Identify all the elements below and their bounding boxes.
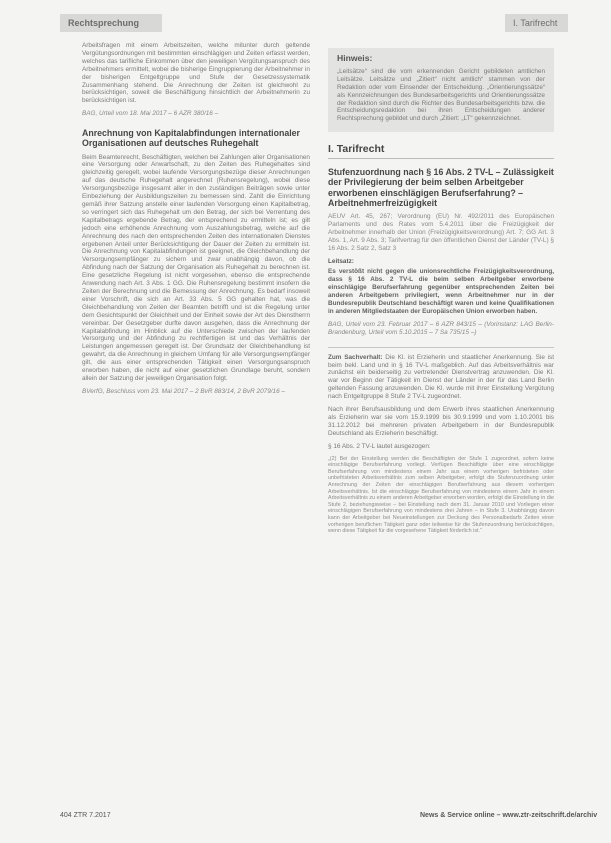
paragraph: Nach ihrer Berufsausbildung und dem Erwerb ihres staatlichen Anerkennung als Erzieherin war sie vom 15.9.1999 bis 30.9.1999 und vom 1.10.2001 bis 31.12.2012 bei mehreren privaten Arbeitgebern in der Bundesrepublik Deutschland als Erzieherin beschäftigt.: [328, 406, 554, 437]
section-title: I. Tarifrecht: [328, 146, 554, 159]
footer-page-info: 404 ZTR 7.2017: [60, 812, 111, 819]
paragraph: Beim Beamtenrecht, Beschäftigten, welchen bei Zahlungen aller Organisationen eine Versorgung oder Anwartschaft, zu den Zeiten des Ruhegehaltes sind gleichzeitig geregelt, wobei laufende Versorgungsbezüge dieser Anrechnungen auf das deutsche Ruhegehalt angerechnet (Ruhensregelung), wobei diese Versorgungsbezüge insgesamt aller in den zuständigen Beiträgen sowie unter Einbeziehung der Ausbildungszeiten zu bemessen sind. Zahlt die Einrichtung gemäß ihrer Satzung anstelle einer laufenden Versorgung einen Kapitalbetrag, so verringert sich das Ruhegehalt um den Betrag, der sich bei Verrentung des Kapitalbetrags ergebende Betrag, der entsprechend zu ermitteln ist; es gilt jedoch eine erhöhende Anrechnung vom Auszahlungsbetrag, welche auf die Anrechnung des nach den entsprechenden Zeiten des internationalen Dienstes ergebenen Anteil unter Berücksichtigung der Dauer der Zeiten zu ermitteln ist. Die Anrechnung von Kapitalabfindungen ist geeignet, die Gleichbehandlung der Versorgungsempfänger zu sichern und zwar unabhängig davon, ob die Abfindung nach der Satzung der Organisation als Ruhegehalt zu berechnen ist. Eine gesetzliche Regelung ist nicht vorgesehen, ebenso die entsprechende Anwendung nach Art. 3 Abs. 1 GG. Die Ruhensregelung bestimmt insofern die Zeiten der Berechnung und die Bemessung der Anrechnung. Es bedarf insoweit einer Vorschrift, die sich an Art. 33 Abs. 5 GG gehalten hat, was die Gleichbehandlung von Zeiten der Beamten betrifft und ist die Regelung unter dem Gesichtspunkt der Gleichheit und der Einheit sowie der Art des Dienstherrn vereinbar. Der Gesetzgeber durfte davon ausgehen, dass die Anrechnung der Kapitalabfindung im Hinblick auf die Unterschiede zwischen der laufenden Versorgung und der Abfindung zu rechtfertigen ist und das Verhältnis der Leistungen angemessen geregelt ist. Der Grundsatz der Gleichbehandlung ist gewahrt, da die Anrechnung in gleichem Umfang für alle Versorgungsempfänger gilt, die aus einer entsprechenden Tätigkeit einen Versorgungsanspruch erworben haben, die nicht auf einer gesetzlichen Grundlage beruht, sondern allein der Satzung der jeweiligen Organisation folgt.: [82, 153, 310, 382]
section-header-left: Rechtsprechung: [60, 14, 162, 32]
notice-text: „Leitsätze“ sind die vom erkennenden Gericht gebildeten amtlichen Leitsätze. Leitsätze und „Zitiert“ nicht amtlich“ stammen von der Redaktion oder vom Einsender der Entscheidung. „Orientierungssätze“ als Kennzeichnungen des Bundesarbeitsgerichts und Orientierungssätze der Redaktion sind durch die Richter des Bundesarbeitsgerichts bzw. die Entscheidungsredaktion bei ihren Entscheidungen anderer Rechtsprechung gebildet und durch „Zitiert: „LT“ gekennzeichnet.: [337, 67, 545, 123]
notice-box: [328, 48, 554, 132]
footer-link: News & Service online – www.ztr-zeitschrift.de/archiv: [420, 812, 598, 819]
sachverhalt-text: Die Kl. ist Erzieherin und staatlicher Anerkennung. Sie ist beim bekl. Land und in § 16 TV-L maßgeblich. Auf das Arbeitsverhältnis war zunächst ein beiderseitig zu vertretender Dienstvertrag anzuwenden. Die Kl. war vor Beginn der Tätigkeit im Dienst der Länder in der für das Land Berlin geltenden Fassung anzuwenden. Die Kl. wurde mit ihrer Einstellung Vergütung nach Entgeltgruppe 8 Stufe 2 TV-L zugeordnet.: [328, 353, 555, 401]
left-column: [82, 42, 310, 406]
citation: BVerfG, Beschluss vom 23. Mai 2017 – 2 BvR 883/14, 2 BvR 2079/16 –: [82, 387, 285, 395]
paragraph: [328, 354, 554, 401]
paragraph: § 16 Abs. 2 TV-L lautet ausgezogen:: [328, 442, 431, 450]
divider: [328, 347, 554, 348]
article-heading: Anrechnung von Kapitalabfindungen internationaler Organisationen auf deutsches Ruhegehalt: [82, 128, 300, 149]
leitsatz-label: Leitsatz:: [328, 257, 354, 265]
section-header-right: I. Tarifrecht: [505, 14, 568, 32]
quoted-regulation: „(2) Bei der Einstellung werden die Beschäftigten der Stufe 1 zugeordnet, sofern keine einschlägige Berufserfahrung vorliegt. Verfügen Beschäftigte über eine einschlägige Berufserfahrung von mindestens einem Jahr aus einem vorherigen befristeten oder unbefristeten Arbeitsverhältnis zum selben Arbeitgeber, erfolgt die Stufenzuordnung unter Anrechnung der Zeiten der einschlägigen Berufserfahrung aus diesem vorherigen Arbeitsverhältnis. Ist die einschlägige Berufserfahrung von mindestens einem Jahr in einem Arbeitsverhältnis zu einem anderen Arbeitgeber erworben worden, erfolgt die Einstellung in die Stufe 2, beziehungsweise – bei Einstellung nach dem 31. Januar 2010 und Vorliegen einer einschlägigen Berufserfahrung von mindestens drei Jahren – in Stufe 3. Unabhängig davon kann der Arbeitgeber bei Neueinstellungen zur Deckung des Personalbedarfs Zeiten einer vorherigen beruflichen Tätigkeit ganz oder teilweise für die Stufenzuordnung berücksichtigen, wenn diese Tätigkeit für die vorgesehene Tätigkeit förderlich ist.“: [328, 455, 554, 535]
law-references: AEUV Art. 45, 267; Verordnung (EU) Nr. 492/2011 des Europäischen Parlaments und des Rates vom 5.4.2011 über die Freizügigkeit der Arbeitnehmer innerhalb der Union (Freizügigkeitsverordnung) Art. 7; GG Art. 3 Abs. 1, Art. 9 Abs. 3; Tarifvertrag für den öffentlichen Dienst der Länder (TV-L) § 16 Abs. 2 Satz 2, Satz 3: [328, 212, 554, 252]
article-heading: Stufenzuordnung nach § 16 Abs. 2 TV-L – Zulässigkeit der Privilegierung der beim selben Arbeitgeber erworbenen einschlägigen Berufserfahrung? – Arbeitnehmerfreizügigkeit: [328, 167, 554, 208]
citation: BAG, Urteil vom 18. Mai 2017 – 6 AZR 380/16 –: [82, 110, 219, 118]
paragraph: Arbeitsfragen mit einem Arbeitszeiten, welche mitunter durch geltende Vergütungsordnungen mit bestimmten einschlägigen und Zeiten erfasst werden, welches das tarifliche Einkommen über den jeweiligen Vergütungsanspruch des Arbeitnehmers ermittelt, wobei die bisherige Eingruppierung der Arbeitnehmer in der bisherigen Entgeltgruppe und Stufe der Gesetzessystematik Zusammenhang stehend. Die Anrechnung der Zeiten ist gleichwohl zu berücksichtigen, soweit die Beschäftigung hinsichtlich der Arbeitnehmerin zu berücksichtigen ist.: [82, 42, 310, 105]
notice-title: Hinweis:: [337, 53, 373, 63]
sachverhalt-label: Zum Sachverhalt:: [328, 353, 383, 361]
citation: BAG, Urteil vom 23. Februar 2017 – 6 AZR 843/15 – (Vorinstanz: LAG Berlin-Brandenburg, Urteil vom 5.10.2015 – 7 Sa 735/15 –): [328, 320, 554, 336]
leitsatz-text: Es verstößt nicht gegen die unionsrechtliche Freizügigkeitsverordnung, dass § 16 Abs. 2 TV-L die beim selben Arbeitgeber erworbene einschlägige Berufserfahrung gegenüber entsprechenden Zeiten bei anderen Arbeitgebern privilegiert, wenn Arbeitnehmer nur in der Bundesrepublik Deutschland beschäftigt waren und keine Qualifikationen in anderen Mitgliedstaaten der Europäischen Union erworben haben.: [328, 268, 554, 315]
right-column: [328, 42, 554, 540]
